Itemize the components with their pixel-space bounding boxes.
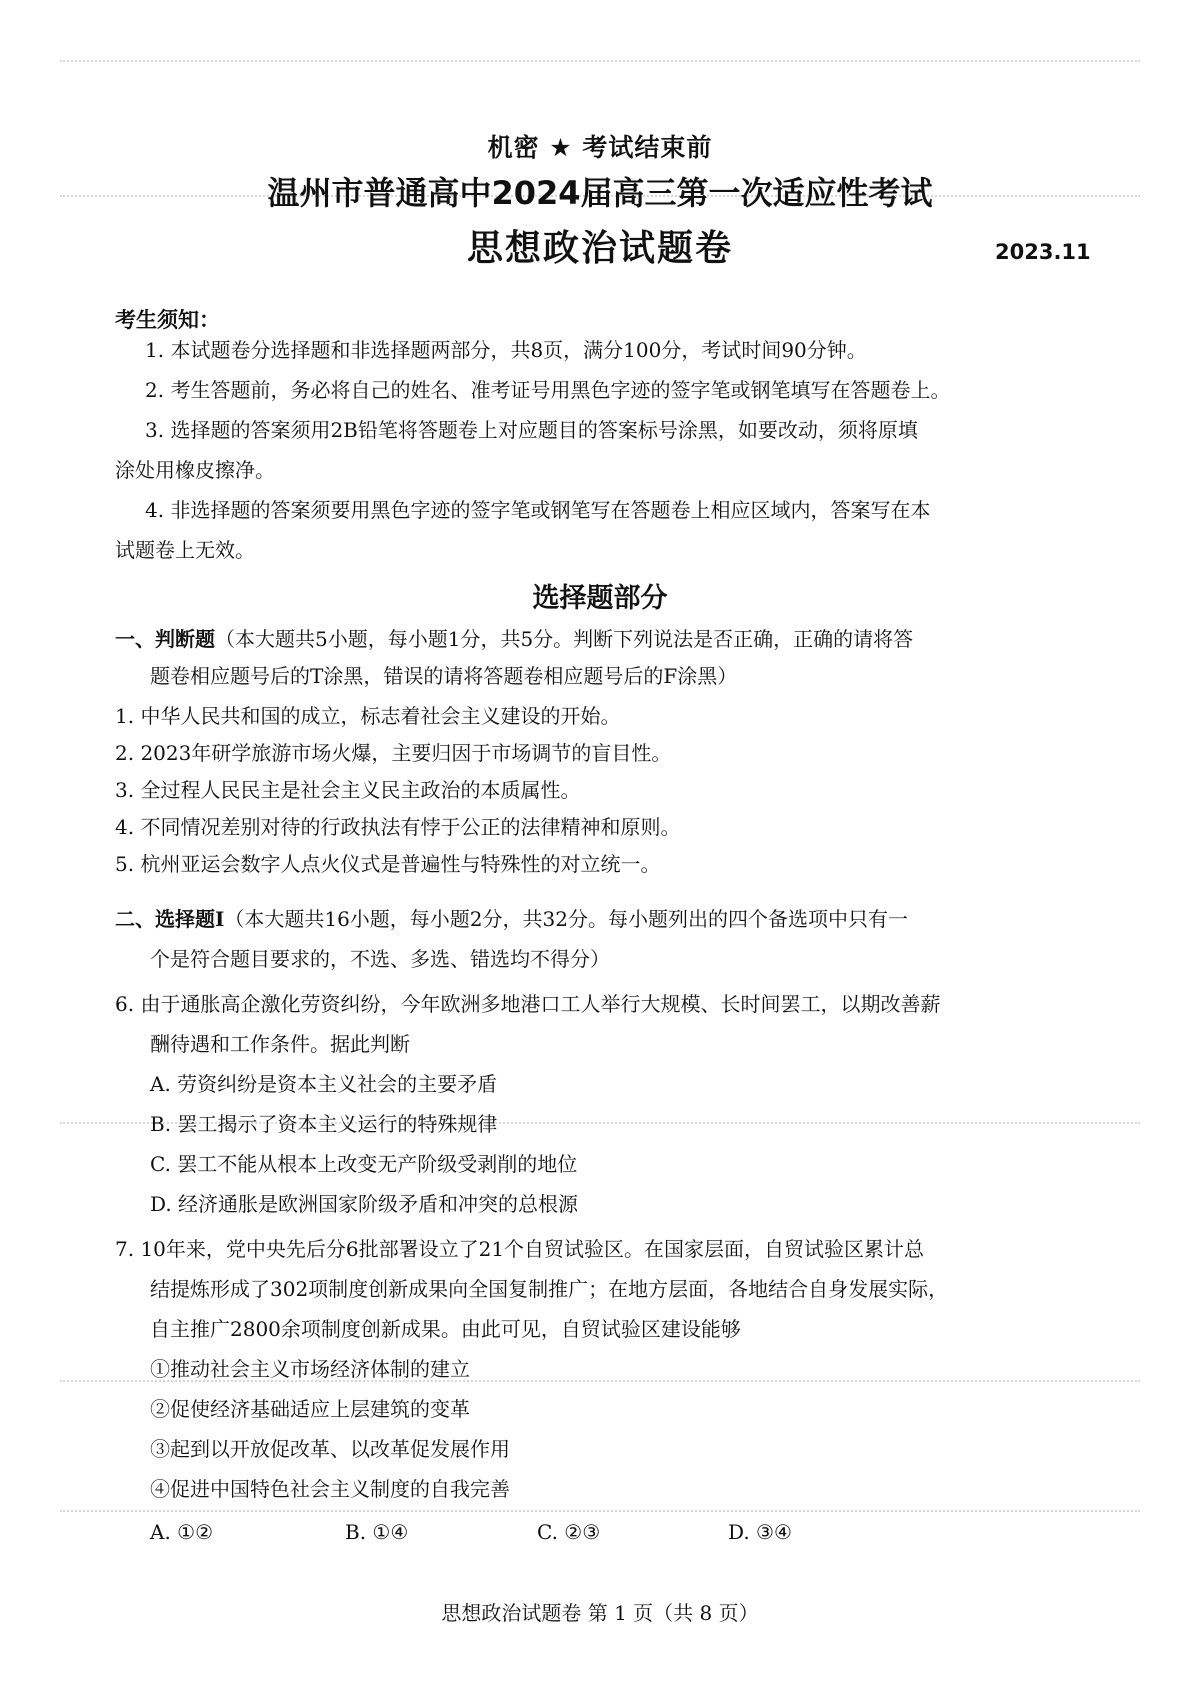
q7-option-a: A. ①② (150, 1520, 214, 1544)
q7-option-b: B. ①④ (345, 1520, 409, 1544)
scan-dotted-line (60, 60, 1140, 62)
notice-item: 4. 非选择题的答案须要用黑色字迹的签字笔或钢笔写在答题卷上相应区域内，答案写在本 (145, 498, 931, 522)
q7-statement-1: ①推动社会主义市场经济体制的建立 (150, 1357, 470, 1381)
exam-title: 温州市普通高中2024届高三第一次适应性考试 (267, 174, 933, 212)
judge-question: 3. 全过程人民民主是社会主义民主政治的本质属性。 (115, 778, 581, 802)
q7-option-c: C. ②③ (537, 1520, 601, 1544)
section-title: 选择题部分 (532, 583, 668, 614)
q7-stem-cont: 结提炼形成了302项制度创新成果向全国复制推广；在地方层面，各地结合自身发展实际， (150, 1277, 949, 1301)
scan-dotted-line (60, 1510, 1140, 1512)
q7-option-d: D. ③④ (728, 1520, 792, 1544)
notice-item: 2. 考生答题前，务必将自己的姓名、准考证号用黑色字迹的签字笔或钢笔填写在答题卷上。 (145, 378, 951, 402)
q7-stem-cont: 自主推广2800余项制度创新成果。由此可见，自贸试验区建设能够 (150, 1317, 741, 1341)
q6-stem-cont: 酬待遇和工作条件。据此判断 (150, 1032, 410, 1056)
q6-stem: 6. 由于通胀高企激化劳资纠纷，今年欧洲多地港口工人举行大规模、长时间罢工，以期改善薪 (115, 992, 941, 1016)
part1-heading-title: 一、判断题 (115, 627, 215, 651)
q6-option-d: D. 经济通胀是欧洲国家阶级矛盾和冲突的总根源 (150, 1192, 579, 1216)
part2-heading-title: 二、选择题Ⅰ (115, 907, 225, 931)
q7-options (150, 1520, 850, 1550)
notice-item: 1. 本试题卷分选择题和非选择题两部分，共8页，满分100分，考试时间90分钟。 (145, 338, 867, 362)
exam-date: 2023.11 (995, 240, 1091, 264)
page-footer: 思想政治试题卷 第 1 页（共 8 页） (441, 1601, 759, 1625)
notice-item: 试题卷上无效。 (115, 538, 255, 562)
q7-statement-4: ④促进中国特色社会主义制度的自我完善 (150, 1477, 510, 1501)
judge-question: 4. 不同情况差别对待的行政执法有悖于公正的法律精神和原则。 (115, 815, 681, 839)
judge-question: 1. 中华人民共和国的成立，标志着社会主义建设的开始。 (115, 704, 621, 728)
paper-subtitle: 思想政治试题卷 (466, 228, 733, 269)
part1-heading-text: （本大题共5小题，每小题1分，共5分。判断下列说法是否正确，正确的请将答 (215, 627, 914, 651)
judge-question: 2. 2023年研学旅游市场火爆，主要归因于市场调节的盲目性。 (115, 741, 672, 765)
q6-option-b: B. 罢工揭示了资本主义运行的特殊规律 (150, 1112, 498, 1136)
part1-heading-cont: 题卷相应题号后的T涂黑，错误的请将答题卷相应题号后的F涂黑） (150, 664, 738, 688)
q6-option-c: C. 罢工不能从根本上改变无产阶级受剥削的地位 (150, 1152, 578, 1176)
q7-statement-2: ②促使经济基础适应上层建筑的变革 (150, 1397, 470, 1421)
q7-stem: 7. 10年来，党中央先后分6批部署设立了21个自贸试验区。在国家层面，自贸试验区累计总 (115, 1237, 925, 1261)
judge-question: 5. 杭州亚运会数字人点火仪式是普遍性与特殊性的对立统一。 (115, 852, 661, 876)
part2-heading (115, 905, 908, 933)
notice-item: 3. 选择题的答案须用2B铅笔将答题卷上对应题目的答案标号涂黑，如要改动，须将原填 (145, 418, 918, 442)
q6-option-a: A. 劳资纠纷是资本主义社会的主要矛盾 (150, 1072, 498, 1096)
part2-heading-text: （本大题共16小题，每小题2分，共32分。每小题列出的四个备选项中只有一 (224, 907, 908, 931)
part2-heading-cont: 个是符合题目要求的，不选、多选、错选均不得分） (150, 947, 610, 971)
confidential-label: 机密 ★ 考试结束前 (487, 133, 713, 162)
notice-item: 涂处用橡皮擦净。 (115, 458, 275, 482)
notice-heading: 考生须知： (115, 308, 220, 332)
q7-statement-3: ③起到以开放促改革、以改革促发展作用 (150, 1437, 510, 1461)
part1-heading (115, 625, 913, 653)
